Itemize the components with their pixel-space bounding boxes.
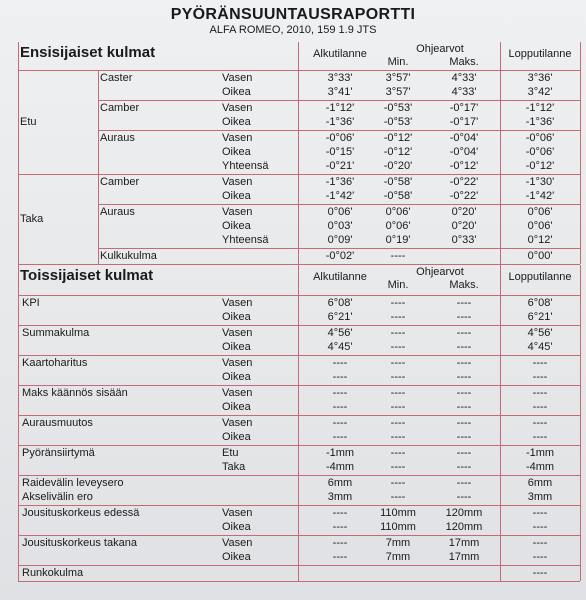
maks-value: ---- [456,371,472,383]
loppu-value: ---- [532,417,548,429]
header-alkutilanne: Alkutilanne [313,48,367,60]
alku-value: ---- [332,537,348,549]
side-label: Vasen [222,132,253,144]
maks-value: -0°22' [449,176,479,188]
loppu-value: -0°12' [525,160,555,172]
maks-value: 0°20' [451,220,477,232]
min-value: -0°12' [383,132,413,144]
alku-value: ---- [332,401,348,413]
maks-value: -0°17' [449,102,479,114]
maks-value: -0°22' [449,190,479,202]
min-value: ---- [390,327,406,339]
min-value: -0°12' [383,146,413,158]
side-label: Oikea [222,401,251,413]
alku-value: -4mm [325,461,355,473]
sub-label: Kulkukulma [100,250,157,262]
min-value: 7mm [385,551,411,563]
alku-value: ---- [332,551,348,563]
alku-value: 6°21' [327,311,353,323]
min-value: -0°20' [383,160,413,172]
loppu-value: ---- [532,357,548,369]
sub-label: Camber [100,102,140,114]
header-lopputilanne: Lopputilanne [508,48,572,60]
alku-value: ---- [332,387,348,399]
min-value: ---- [390,341,406,353]
maks-value: 17mm [448,537,480,549]
side-label: Oikea [222,220,251,232]
min-value: 7mm [385,537,411,549]
min-value: ---- [390,477,406,489]
grid-line [298,265,299,581]
item-label: Summakulma [22,327,90,339]
side-label: Oikea [222,86,251,98]
maks-value: ---- [456,327,472,339]
alku-value: -1°36' [325,176,355,188]
grid-line [18,565,580,566]
loppu-value: ---- [532,507,548,519]
maks-value: ---- [456,447,472,459]
grid-line [18,295,580,296]
loppu-value: ---- [532,387,548,399]
side-label: Vasen [222,72,253,84]
alku-value: -1°42' [325,190,355,202]
loppu-value: ---- [532,371,548,383]
side-label: Vasen [222,387,253,399]
loppu-value: 4°45' [527,341,553,353]
loppu-value: -4mm [525,461,555,473]
min-value: ---- [390,371,406,383]
side-label: Vasen [222,102,253,114]
maks-value: ---- [456,491,472,503]
header-min: Min. [387,279,409,291]
maks-value: ---- [456,311,472,323]
min-value: ---- [390,401,406,413]
loppu-value: 0°06' [527,220,553,232]
maks-value: 0°20' [451,206,477,218]
loppu-value: ---- [532,537,548,549]
sub-label: Caster [100,72,133,84]
alku-value: 3mm [327,491,353,503]
alku-value: -1mm [325,447,355,459]
maks-value: ---- [456,431,472,443]
loppu-value: 4°56' [527,327,553,339]
header-maks: Maks. [449,279,479,291]
loppu-value: 6mm [527,477,553,489]
min-value: 0°06' [385,206,411,218]
grid-line [18,415,580,416]
side-label: Oikea [222,371,251,383]
alku-value: 4°56' [327,327,353,339]
alku-value: -0°06' [325,132,355,144]
loppu-value: 3°42' [527,86,553,98]
side-label: Vasen [222,297,253,309]
min-value: 110mm [380,521,416,533]
header-min: Min. [387,56,409,68]
grid-line [500,42,501,264]
alku-value: 6mm [327,477,353,489]
side-label: Vasen [222,417,253,429]
grid-line [500,265,501,581]
side-label: Oikea [222,341,251,353]
group-label: Etu [20,116,37,128]
grid-line [18,264,580,265]
header-alkutilanne: Alkutilanne [313,271,367,283]
sub-label: Auraus [100,206,135,218]
side-label: Oikea [222,116,251,128]
min-value: ---- [390,461,406,473]
min-value: -0°58' [383,176,413,188]
min-value: 3°57' [385,72,411,84]
section-title: Toissijaiset kulmat [20,267,154,284]
side-label: Oikea [222,431,251,443]
item-label: Runkokulma [22,567,84,579]
min-value: 0°06' [385,220,411,232]
item-label: Akselivälin ero [22,491,93,503]
alku-value: -1°12' [325,102,355,114]
min-value: ---- [390,250,406,262]
maks-value: -0°12' [449,160,479,172]
side-label: Vasen [222,176,253,188]
min-value: ---- [390,417,406,429]
alku-value: -1°36' [325,116,355,128]
header-lopputilanne: Lopputilanne [508,271,572,283]
grid-line [18,445,580,446]
header-ohjearvot: Ohjearvot [416,43,464,55]
loppu-value: -1°12' [525,102,555,114]
loppu-value: 6°21' [527,311,553,323]
maks-value: ---- [456,401,472,413]
item-label: Raidevälin leveysero [22,477,124,489]
grid-line [18,265,19,581]
side-label: Yhteensä [222,160,269,172]
side-label: Vasen [222,507,253,519]
maks-value: ---- [456,357,472,369]
maks-value: -0°17' [449,116,479,128]
grid-line [18,355,580,356]
grid-line [18,581,580,582]
min-value: ---- [390,387,406,399]
loppu-value: ---- [532,431,548,443]
maks-value: ---- [456,417,472,429]
side-label: Vasen [222,206,253,218]
maks-value: 4°33' [451,72,477,84]
grid-line [98,70,99,264]
alku-value: 0°06' [327,206,353,218]
alku-value: 0°09' [327,234,353,246]
side-label: Vasen [222,327,253,339]
alku-value: -0°02' [325,250,355,262]
item-label: Aurausmuutos [22,417,93,429]
maks-value: 4°33' [451,86,477,98]
section-title: Ensisijaiset kulmat [20,44,156,61]
side-label: Taka [222,461,246,473]
loppu-value: -0°06' [525,132,555,144]
maks-value: -0°04' [449,146,479,158]
alku-value: -0°21' [325,160,355,172]
alku-value: 0°03' [327,220,353,232]
grid-line [580,265,581,581]
sub-label: Camber [100,176,140,188]
loppu-value: ---- [532,567,548,579]
item-label: Jousituskorkeus takana [22,537,137,549]
header-ohjearvot: Ohjearvot [416,266,464,278]
loppu-value: 0°06' [527,206,553,218]
min-value: ---- [390,311,406,323]
item-label: Jousituskorkeus edessä [22,507,140,519]
item-label: KPI [22,297,40,309]
min-value: -0°53' [383,102,413,114]
side-label: Vasen [222,537,253,549]
header-maks: Maks. [449,56,479,68]
side-label: Yhteensä [222,234,269,246]
group-label: Taka [20,213,44,225]
maks-value: ---- [456,297,472,309]
loppu-value: -1mm [525,447,555,459]
grid-line [18,42,19,264]
alku-value: ---- [332,507,348,519]
min-value: 0°19' [385,234,411,246]
loppu-value: 0°00' [527,250,553,262]
maks-value: ---- [456,341,472,353]
item-label: Maks käännös sisään [22,387,128,399]
alku-value: 6°08' [327,297,353,309]
alku-value: ---- [332,371,348,383]
maks-value: 17mm [448,551,480,563]
min-value: 110mm [380,507,416,519]
loppu-value: 3mm [527,491,553,503]
alku-value: -0°15' [325,146,355,158]
side-label: Oikea [222,521,251,533]
alku-value: 3°41' [327,86,353,98]
min-value: ---- [390,297,406,309]
loppu-value: 6°08' [527,297,553,309]
side-label: Etu [222,447,239,459]
side-label: Vasen [222,357,253,369]
loppu-value: -1°36' [525,116,555,128]
loppu-value: -1°42' [525,190,555,202]
grid-line [18,325,580,326]
loppu-value: ---- [532,521,548,533]
alku-value: ---- [332,521,348,533]
maks-value: ---- [456,461,472,473]
min-value: ---- [390,431,406,443]
min-value: ---- [390,491,406,503]
item-label: Pyöränsiirtymä [22,447,95,459]
min-value: -0°58' [383,190,413,202]
min-value: ---- [390,447,406,459]
maks-value: ---- [456,477,472,489]
report-vehicle: ALFA ROMEO, 2010, 159 1.9 JTS [209,24,377,36]
sub-label: Auraus [100,132,135,144]
maks-value: 120mm [445,507,483,519]
alku-value: ---- [332,431,348,443]
alku-value: ---- [332,357,348,369]
side-label: Oikea [222,146,251,158]
loppu-value: 3°36' [527,72,553,84]
loppu-value: -1°30' [525,176,555,188]
maks-value: ---- [456,387,472,399]
side-label: Oikea [222,190,251,202]
loppu-value: -0°06' [525,146,555,158]
loppu-value: ---- [532,551,548,563]
min-value: -0°53' [383,116,413,128]
side-label: Oikea [222,551,251,563]
loppu-value: ---- [532,401,548,413]
alku-value: 3°33' [327,72,353,84]
grid-line [298,42,299,264]
side-label: Oikea [222,311,251,323]
maks-value: -0°04' [449,132,479,144]
item-label: Kaartoharitus [22,357,88,369]
grid-line [580,42,581,264]
report-title: PYÖRÄNSUUNTAUSRAPORTTI [170,6,416,23]
alku-value: 4°45' [327,341,353,353]
min-value: 3°57' [385,86,411,98]
alku-value: ---- [332,417,348,429]
maks-value: 0°33' [451,234,477,246]
min-value: ---- [390,357,406,369]
maks-value: 120mm [445,521,483,533]
loppu-value: 0°12' [527,234,553,246]
